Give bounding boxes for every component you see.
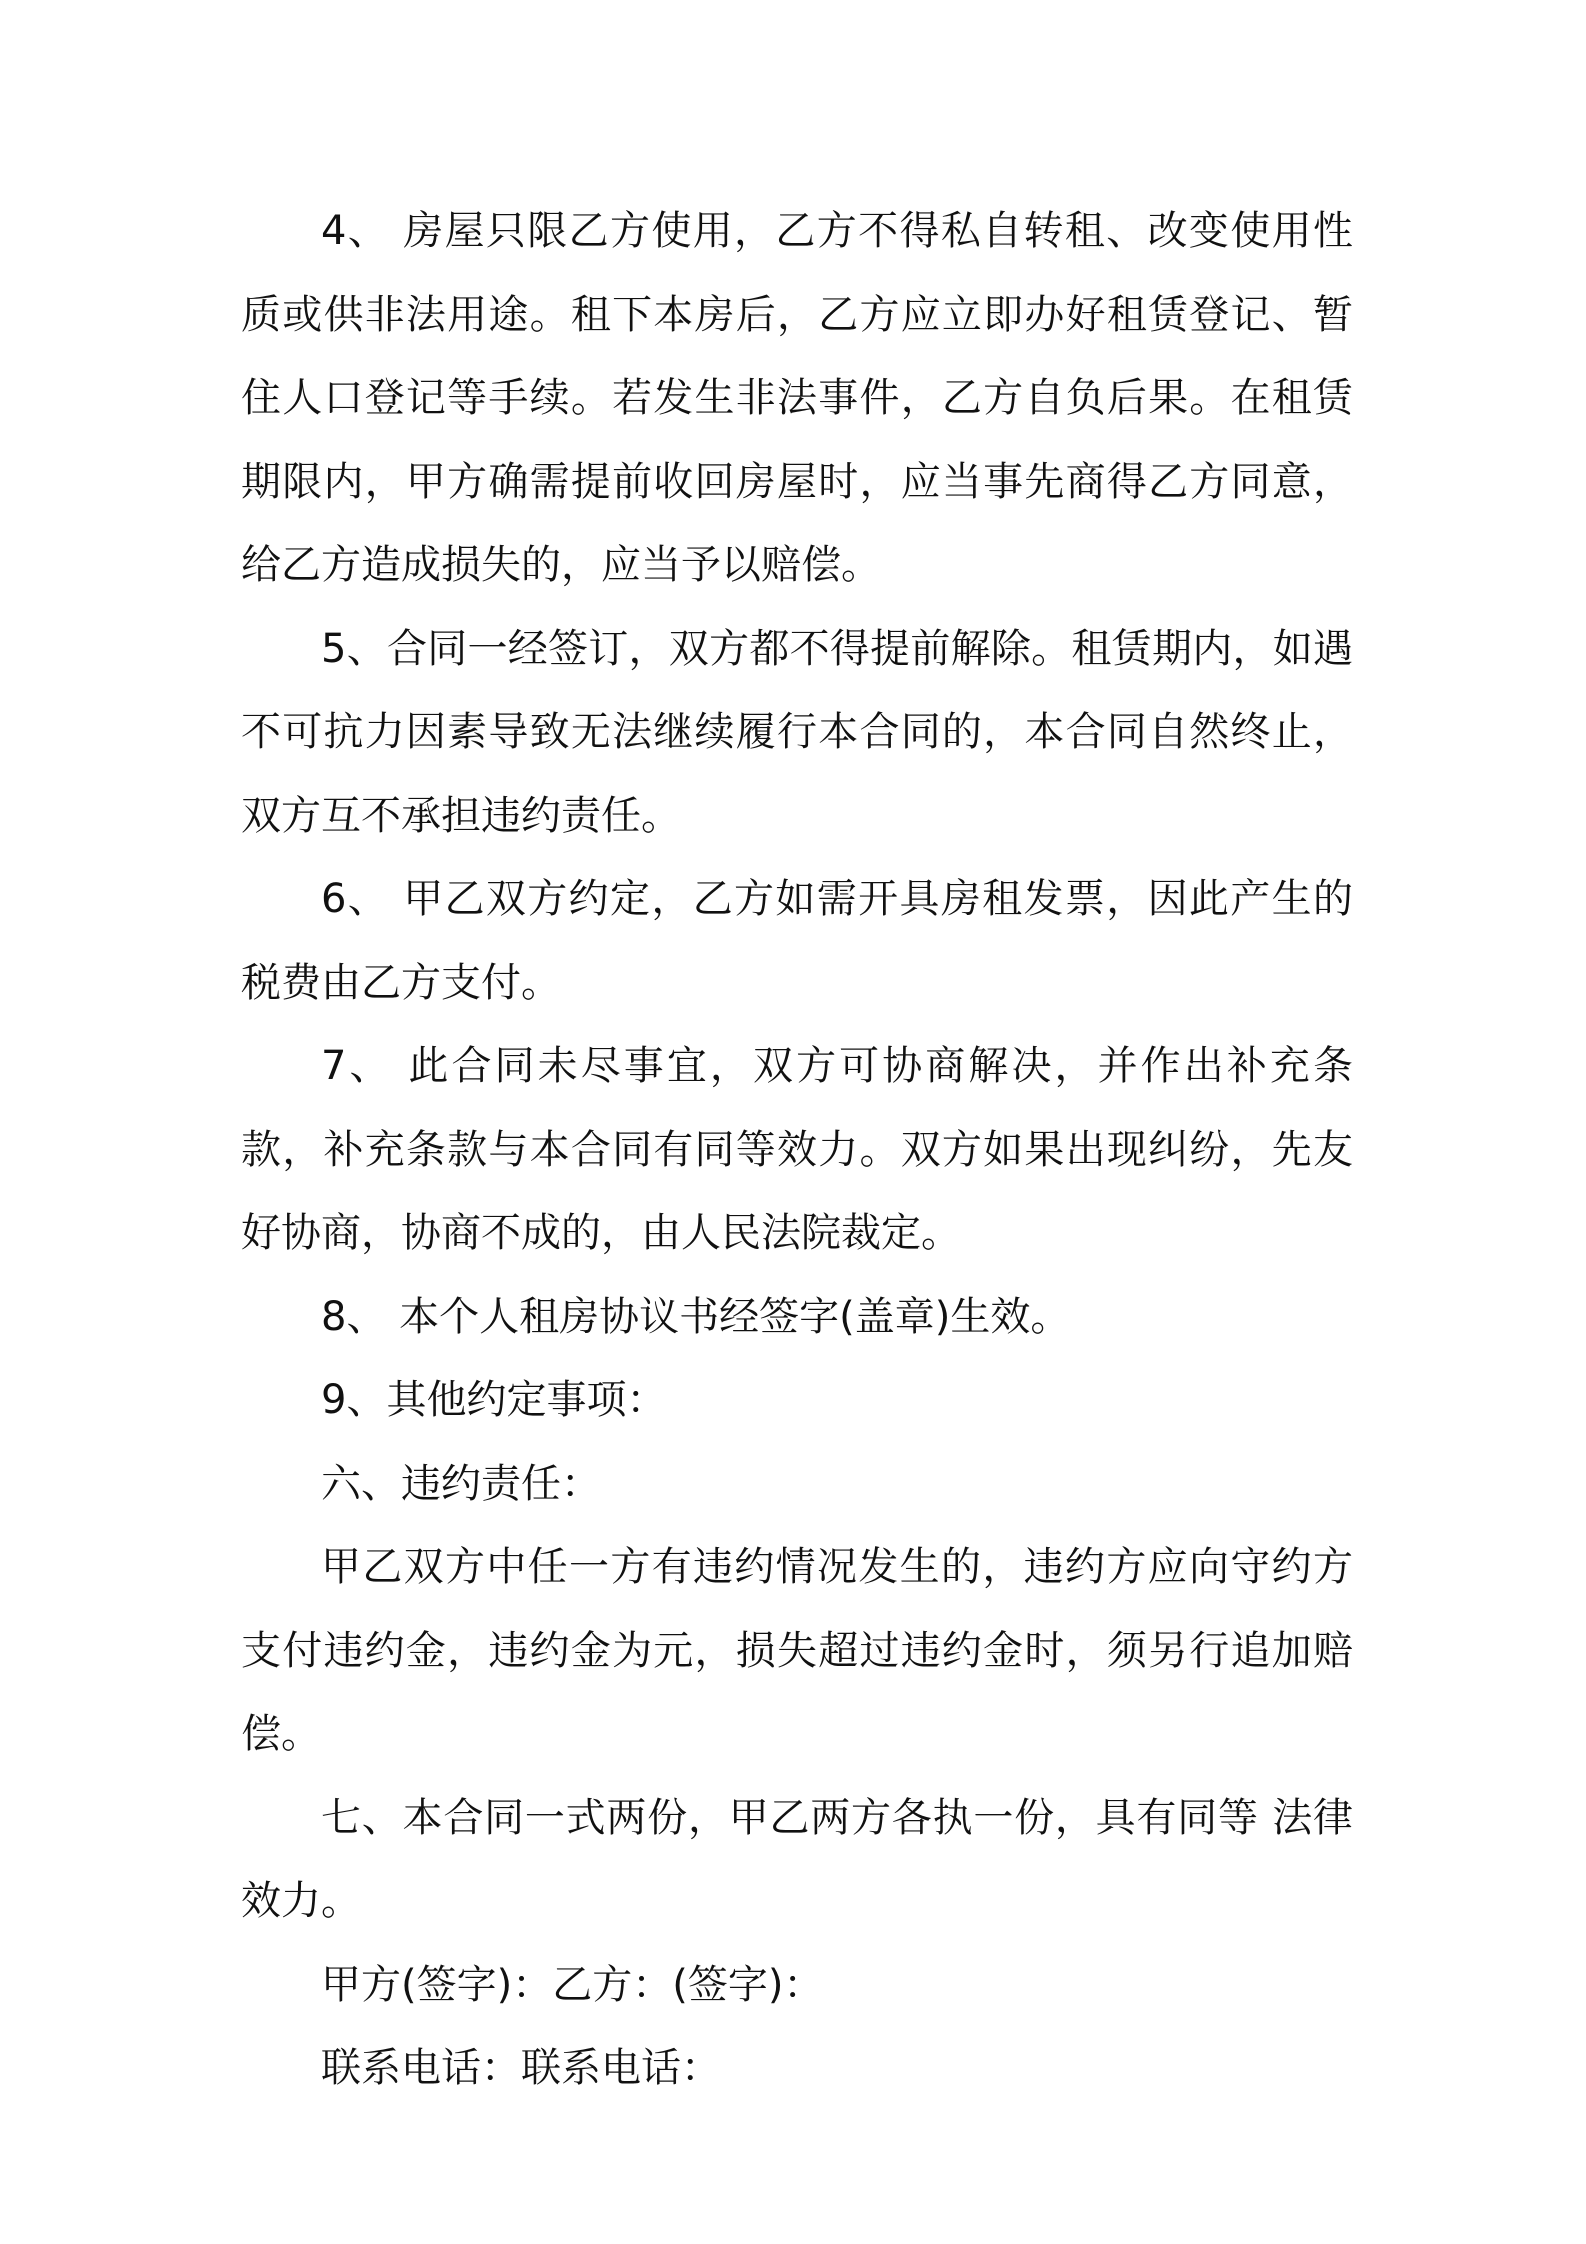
clause-4: 4、 房屋只限乙方使用，乙方不得私自转租、改变使用性质或供非法用途。租下本房后，乙方应立即办好租赁登记、暂住人口登记等手续。若发生非法事件，乙方自负后果。在租赁期限内，甲方确需提前收回房屋时，应当事先商得乙方同意，给乙方造成损失的，应当予以赔偿。 xyxy=(241,208,1353,588)
clause-8: 8、 本个人租房协议书经签字(盖章)生效。 xyxy=(321,1293,1071,1340)
section-copies: 七、本合同一式两份，甲乙两方各执一份，具有同等 法律效力。 xyxy=(241,1794,1353,1924)
signature-line: 甲方(签字)：乙方：(签字)： xyxy=(321,1961,824,2008)
section-heading-breach: 六、违约责任： xyxy=(321,1460,601,1507)
contact-phone-line: 联系电话：联系电话： xyxy=(321,2045,721,2091)
document-body xyxy=(241,190,1353,2111)
clause-9: 9、其他约定事项： xyxy=(321,1377,667,1423)
clause-5: 5、合同一经签订，双方都不得提前解除。租赁期内，如遇不可抗力因素导致无法继续履行本合同的，本合同自然终止，双方互不承担违约责任。 xyxy=(241,625,1353,839)
breach-liability-text: 甲乙双方中任一方有违约情况发生的，违约方应向守约方支付违约金，违约金为元，损失超过违约金时，须另行追加赔偿。 xyxy=(241,1544,1353,1757)
clause-7: 7、 此合同未尽事宜，双方可协商解决，并作出补充条款，补充条款与本合同有同等效力。双方如果出现纠纷，先友好协商，协商不成的，由人民法院裁定。 xyxy=(241,1043,1353,1256)
clause-6: 6、 甲乙双方约定，乙方如需开具房租发票，因此产生的税费由乙方支付。 xyxy=(241,876,1353,1006)
